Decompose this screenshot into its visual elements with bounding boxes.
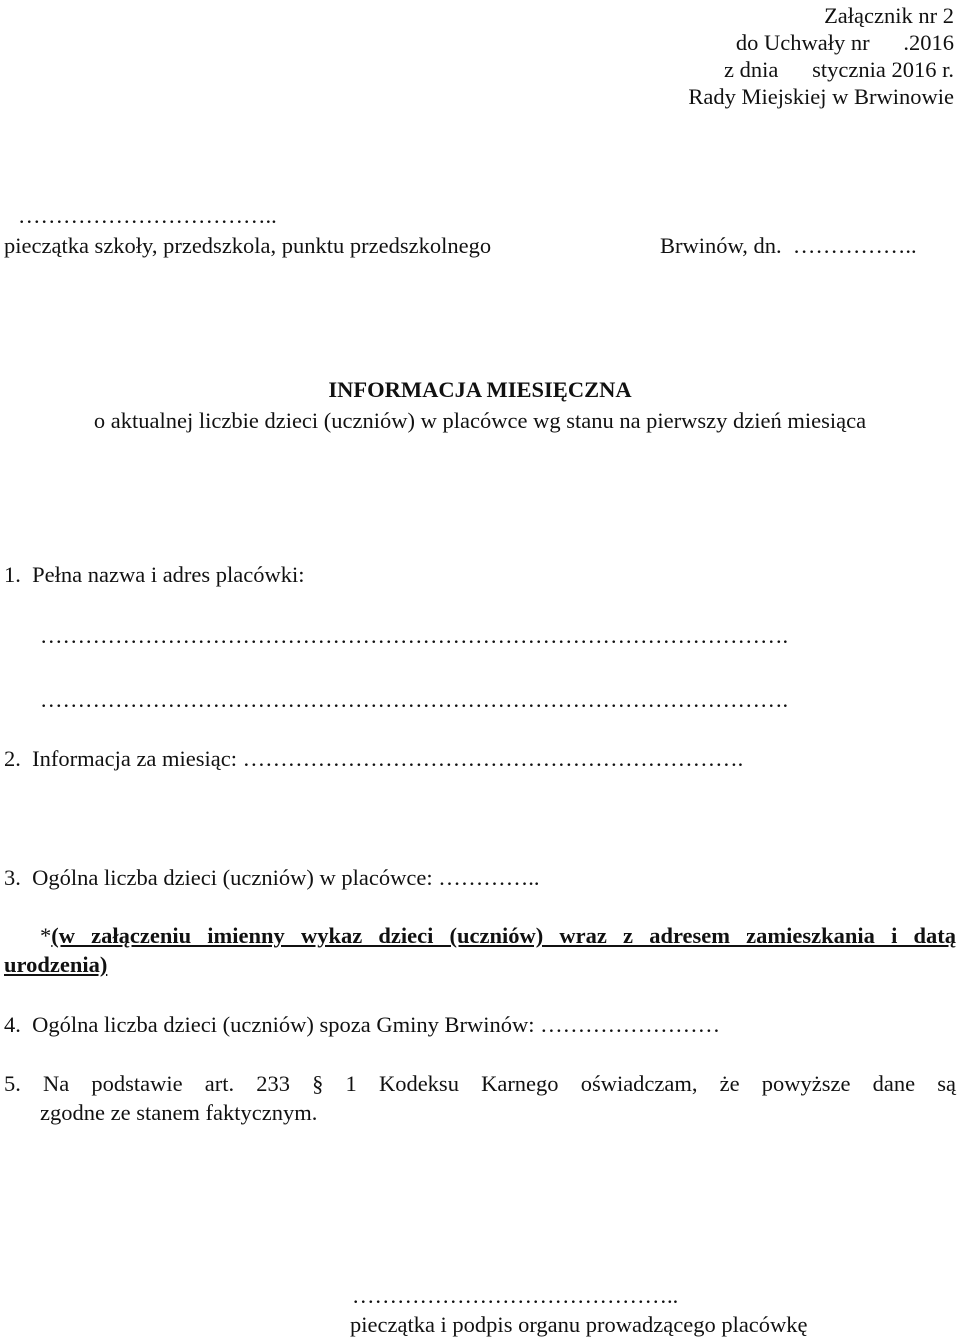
council-name: Rady Miejskiej w Brwinowie bbox=[688, 84, 954, 109]
item-1-label: 1. Pełna nazwa i adres placówki: bbox=[4, 562, 305, 587]
page-title: INFORMACJA MIESIĘCZNA bbox=[328, 377, 632, 402]
stamp-dots: …………………………….. bbox=[18, 203, 277, 228]
item-4-label: 4. Ogólna liczba dzieci (uczniów) spoza Gminy Brwinów: …………………… bbox=[4, 1012, 721, 1037]
place-date: Brwinów, dn. …………….. bbox=[660, 233, 917, 258]
item-1-dots-line-2: ………………………………………………………………………………………. bbox=[40, 687, 789, 712]
note-star: * bbox=[40, 923, 52, 948]
note-line-2: urodzenia) bbox=[4, 952, 108, 977]
stamp-label: pieczątka szkoły, przedszkola, punktu przedszkolnego bbox=[4, 233, 492, 258]
note-line-1 bbox=[40, 922, 956, 949]
item-1-dots-line-1: ………………………………………………………………………………………. bbox=[40, 623, 789, 648]
attachment-number: Załącznik nr 2 bbox=[824, 3, 954, 28]
attachment-header bbox=[688, 2, 954, 110]
item-5-line-2: zgodne ze stanem faktycznym. bbox=[40, 1100, 318, 1125]
signature-label: pieczątka i podpis organu prowadzącego placówkę bbox=[350, 1312, 808, 1337]
item-5-line-1: 5. Na podstawie art. 233 § 1 Kodeksu Karnego oświadczam, że powyższe dane są bbox=[4, 1071, 956, 1096]
note-text-1: (w załączeniu imienny wykaz dzieci (uczniów) wraz z adresem zamieszkania i datą bbox=[51, 923, 956, 948]
resolution-number: do Uchwały nr .2016 bbox=[735, 30, 954, 55]
page-subtitle: o aktualnej liczbie dzieci (uczniów) w placówce wg stanu na pierwszy dzień miesiąca bbox=[93, 408, 867, 433]
item-3-label: 3. Ogólna liczba dzieci (uczniów) w placówce: ………….. bbox=[4, 865, 540, 890]
item-2-label: 2. Informacja za miesiąc: …………………………………………………………. bbox=[4, 746, 744, 771]
resolution-date: z dnia stycznia 2016 r. bbox=[724, 57, 954, 82]
signature-dots: …………………………………….. bbox=[352, 1283, 679, 1308]
